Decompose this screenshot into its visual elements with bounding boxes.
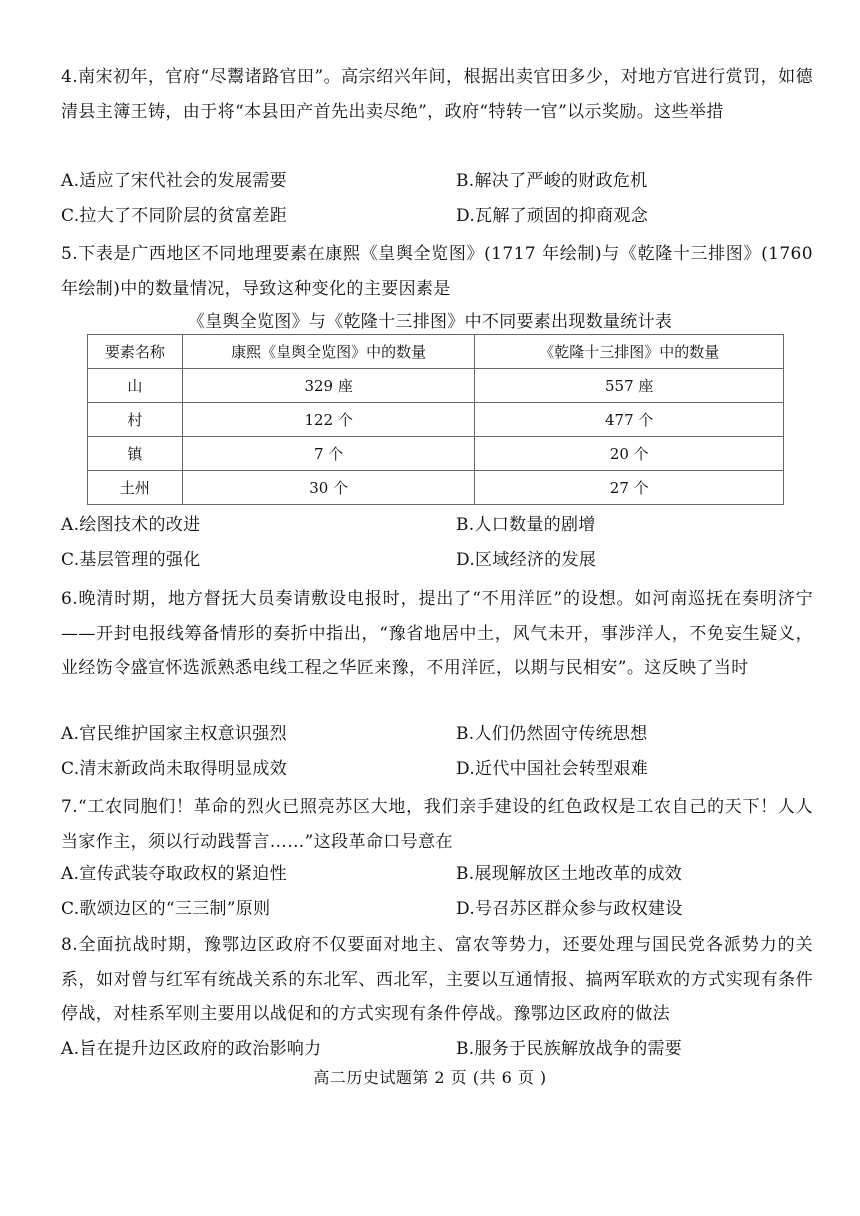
q7-option-b: B.展现解放区土地改革的成效	[456, 864, 683, 884]
table-cell: 镇	[88, 437, 183, 471]
q5-option-a: A.绘图技术的改进	[61, 515, 201, 535]
q6-option-a: A.官民维护国家主权意识强烈	[61, 724, 287, 744]
q5-option-d: D.区域经济的发展	[456, 549, 597, 570]
table-cell: 土州	[88, 471, 183, 505]
table-header-row	[88, 335, 784, 369]
question-6-stem: 6.晚清时期，地方督抚大员奏请敷设电报时，提出了“不用洋匠”的设想。如河南巡抚在奏明济宁——开封电报线筹备情形的奏折中指出，“豫省地居中土，风气未开，事涉洋人，不免妄生疑义，业经饬令盛宣怀选派熟悉电线工程之华匠来豫，不用洋匠，以期与民相安”。这反映了当时	[61, 589, 813, 678]
q4-option-a: A.适应了宋代社会的发展需要	[61, 171, 287, 191]
table-cell: 122 个	[182, 403, 475, 437]
q6-option-b: B.人们仍然固守传统思想	[456, 724, 648, 744]
question-5-options	[61, 508, 813, 577]
table-cell: 557 座	[475, 369, 784, 403]
q7-option-a: A.宣传武装夺取政权的紧迫性	[61, 864, 287, 884]
question-4-stem: 4.南宋初年，官府“尽鬻诸路官田”。高宗绍兴年间，根据出卖官田多少，对地方官进行赏罚，如德清县主簿王铸，由于将“本县田产首先出卖尽绝”，政府“特转一官”以示奖励。这些举措	[61, 67, 813, 122]
table-cell: 477 个	[475, 403, 784, 437]
q5-option-b: B.人口数量的剧增	[456, 515, 596, 535]
question-6-options	[61, 717, 813, 786]
table-row	[88, 369, 784, 403]
table-cell: 7 个	[182, 437, 475, 471]
q4-option-b: B.解决了严峻的财政危机	[456, 171, 648, 191]
table-cell: 村	[88, 403, 183, 437]
table-cell: 山	[88, 369, 183, 403]
q6-option-d: D.近代中国社会转型艰难	[456, 758, 649, 779]
question-8-stem: 8.全面抗战时期，豫鄂边区政府不仅要面对地主、富农等势力，还要处理与国民党各派势力的关系，如对曾与红军有统战关系的东北军、西北军，主要以互通情报、搞两军联欢的方式实现有条件停战，对桂系军则主要用以战促和的方式实现有条件停战。豫鄂边区政府的做法	[61, 935, 813, 1024]
table-header-cell: 康熙《皇舆全览图》中的数量	[182, 335, 475, 369]
question-7-stem: 7.“工农同胞们！革命的烈火已照亮苏区大地，我们亲手建设的红色政权是工农自己的天下！人人当家作主，须以行动践誓言……”这段革命口号意在	[61, 797, 813, 852]
table-caption: 《皇舆全览图》与《乾隆十三排图》中不同要素出现数量统计表	[187, 312, 673, 332]
table-cell: 20 个	[475, 437, 784, 471]
q7-option-c: C.歌颂边区的“三三制”原则	[61, 898, 271, 919]
q4-option-d: D.瓦解了顽固的抑商观念	[456, 205, 649, 226]
table-row	[88, 403, 784, 437]
question-4-options	[61, 164, 813, 233]
q4-option-c: C.拉大了不同阶层的贫富差距	[61, 205, 288, 226]
table-row	[88, 437, 784, 471]
question-8-options-row	[61, 1032, 813, 1067]
statistics-table	[87, 334, 784, 505]
table-cell: 27 个	[475, 471, 784, 505]
table-row	[88, 471, 784, 505]
table-header-cell: 要素名称	[88, 335, 183, 369]
table-cell: 30 个	[182, 471, 475, 505]
question-7-options	[61, 857, 813, 926]
page-footer: 高二历史试题第 2 页 (共 6 页 )	[313, 1068, 547, 1087]
question-5-stem: 5.下表是广西地区不同地理要素在康熙《皇舆全览图》(1717 年绘制)与《乾隆十三排图》(1760 年绘制)中的数量情况，导致这种变化的主要因素是	[61, 244, 813, 299]
q6-option-c: C.清末新政尚未取得明显成效	[61, 758, 288, 779]
q7-option-d: D.号召苏区群众参与政权建设	[456, 898, 683, 919]
table-header-cell: 《乾隆十三排图》中的数量	[475, 335, 784, 369]
q8-option-b: B.服务于民族解放战争的需要	[456, 1039, 683, 1059]
q8-option-a: A.旨在提升边区政府的政治影响力	[61, 1039, 322, 1059]
q5-option-c: C.基层管理的强化	[61, 549, 201, 570]
table-cell: 329 座	[182, 369, 475, 403]
